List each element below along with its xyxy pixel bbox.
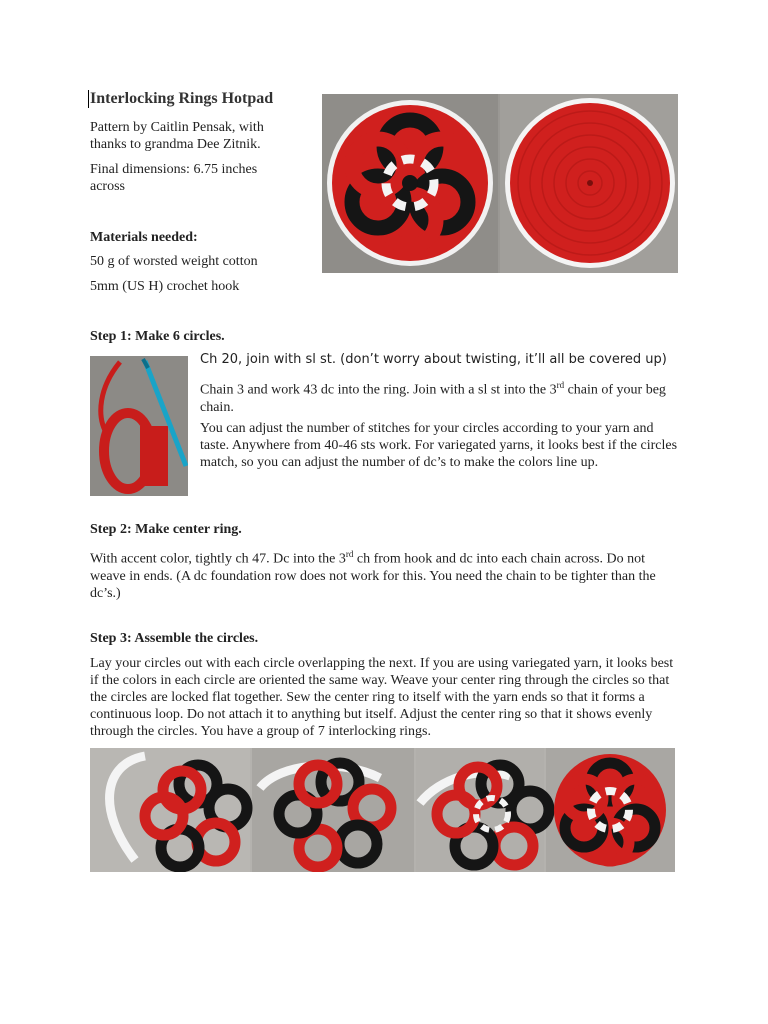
step1-line1: Ch 20, join with sl st. (don’t worry about twisting, it’ll all be covered up) [200,352,667,367]
material-item: 50 g of worsted weight cotton [90,254,258,269]
chain-photo-image [90,356,188,496]
step3-heading: Step 3: Assemble the circles. [90,631,259,646]
step1-line2 [200,377,680,416]
step2-text [90,546,680,602]
step3-text: Lay your circles out with each circle overlapping the next. If you are using variegated yarn, it looks best if the colors in each circle are oriented the same way. Weave your center ring through the circles so that the circles are locked flat together. Sew the center ring to itself with the yarn ends so that it forms a continuous loop. Do not attach it to anything but itself. Adjust the center ring so that it shows evenly through the circles. You have a group of 7 interlocking rings. [90,656,674,739]
step1-line2-sup: rd [556,380,565,390]
step2-text-pre: With accent color, tightly ch 47. Dc into the 3 [90,551,346,567]
step1-heading: Step 1: Make 6 circles. [90,329,225,344]
dimensions: Final dimensions: 6.75 inches across [90,162,258,194]
page-title: Interlocking Rings Hotpad [90,90,274,107]
byline: Pattern by Caitlin Pensak, with thanks to grandma Dee Zitnik. [90,120,264,152]
hotpad-photo [322,94,678,273]
hotpad-photo-image [322,94,678,273]
step2-heading: Step 2: Make center ring. [90,522,242,537]
materials-heading: Materials needed: [90,230,198,245]
chain-photo [90,356,188,496]
step1-line3: You can adjust the number of stitches for your circles according to your yarn and taste. Anywhere from 40-46 sts work. For variegated yarns, it looks best if the circles match, so you can adjust the number of dc’s to make the colors line up. [200,421,678,470]
step2-text-post: ch from hook and dc into each chain across. Do not weave in ends. (A dc foundation row does not work for this. You need the chain to be tighter than the dc’s.) [90,551,656,601]
assembly-photo-image [90,748,675,872]
material-item: 5mm (US H) crochet hook [90,279,240,294]
step2-text-sup: rd [345,549,354,559]
step1-line2-post: chain of your beg chain. [200,382,666,415]
step1-line2-pre: Chain 3 and work 43 dc into the ring. Join with a sl st into the 3 [200,382,557,398]
assembly-photo-strip [90,748,675,872]
